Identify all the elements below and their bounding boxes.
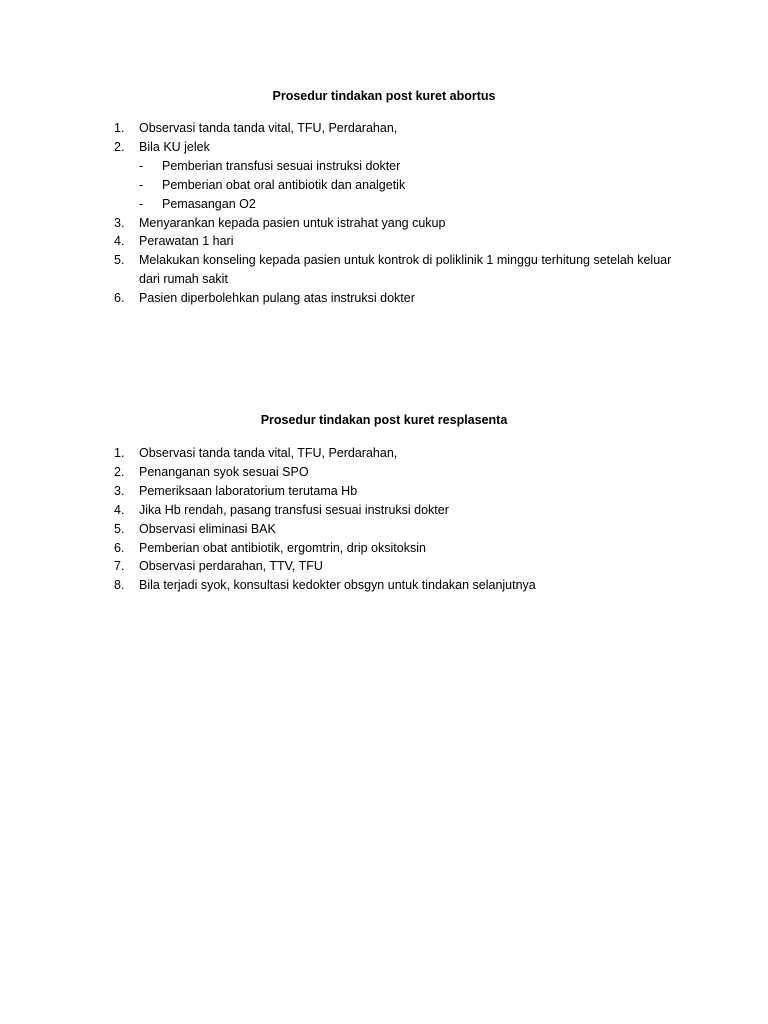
procedure-list — [0, 444, 768, 595]
sub-item-text: Pemasangan O2 — [162, 196, 256, 211]
item-number: 3. — [114, 483, 125, 498]
list-item — [0, 289, 768, 308]
item-number: 7. — [114, 559, 125, 574]
sub-item-text: Pemberian transfusi sesuai instruksi dokter — [162, 158, 401, 173]
list-item — [0, 214, 768, 233]
item-text: Penanganan syok sesuai SPO — [139, 464, 309, 479]
section-post-kuret-resplasenta — [0, 411, 768, 595]
item-text: Pemeriksaan laboratorium terutama Hb — [139, 483, 358, 498]
sub-item-text: Pemberian obat oral antibiotik dan analgetik — [162, 177, 406, 192]
section-post-kuret-abortus — [0, 87, 768, 308]
item-text: Bila terjadi syok, konsultasi kedokter obsgyn untuk tindakan selanjutnya — [139, 578, 536, 593]
section-title: Prosedur tindakan post kuret abortus — [272, 89, 496, 103]
procedure-list — [0, 119, 768, 308]
item-number: 4. — [114, 234, 125, 249]
item-number: 3. — [114, 215, 125, 230]
list-item — [0, 232, 768, 251]
item-text: Observasi perdarahan, TTV, TFU — [139, 559, 323, 574]
item-text: Perawatan 1 hari — [139, 234, 234, 249]
item-number: 1. — [114, 446, 125, 460]
sub-list-item — [0, 176, 768, 195]
item-number: 1. — [114, 121, 125, 135]
sub-item-dash: - — [139, 177, 144, 192]
list-item — [0, 444, 768, 463]
list-item — [0, 463, 768, 482]
item-number: 6. — [114, 540, 125, 555]
sub-list-item — [0, 157, 768, 176]
list-item — [0, 251, 768, 289]
item-text: Menyarankan kepada pasien untuk istrahat yang cukup — [139, 215, 446, 230]
item-text: Melakukan konseling kepada pasien untuk kontrok di poliklinik 1 minggu terhitung setelah keluar dari rumah sakit — [139, 253, 672, 287]
list-item — [0, 557, 768, 576]
item-text: Pasien diperbolehkan pulang atas instruksi dokter — [139, 291, 415, 306]
item-text: Pemberian obat antibiotik, ergomtrin, drip oksitoksin — [139, 540, 426, 555]
list-item — [0, 520, 768, 539]
item-text: Observasi eliminasi BAK — [139, 521, 276, 536]
item-number: 8. — [114, 578, 125, 593]
item-number: 2. — [114, 464, 125, 479]
list-item — [0, 138, 768, 157]
list-item — [0, 119, 768, 138]
list-item — [0, 501, 768, 520]
sub-item-dash: - — [139, 158, 144, 173]
item-number: 5. — [114, 521, 125, 536]
list-item — [0, 539, 768, 558]
sub-item-dash: - — [139, 196, 144, 211]
list-item — [0, 482, 768, 501]
item-number: 2. — [114, 139, 125, 154]
item-text: Observasi tanda tanda vital, TFU, Perdarahan, — [139, 121, 398, 135]
item-text: Bila KU jelek — [139, 139, 210, 154]
item-text: Observasi tanda tanda vital, TFU, Perdarahan, — [139, 446, 398, 460]
list-item — [0, 576, 768, 595]
item-text: Jika Hb rendah, pasang transfusi sesuai instruksi dokter — [139, 502, 449, 517]
section-title: Prosedur tindakan post kuret resplasenta — [260, 413, 508, 427]
item-number: 6. — [114, 291, 125, 306]
item-number: 4. — [114, 502, 125, 517]
sub-list-item — [0, 195, 768, 214]
item-number: 5. — [114, 253, 125, 268]
